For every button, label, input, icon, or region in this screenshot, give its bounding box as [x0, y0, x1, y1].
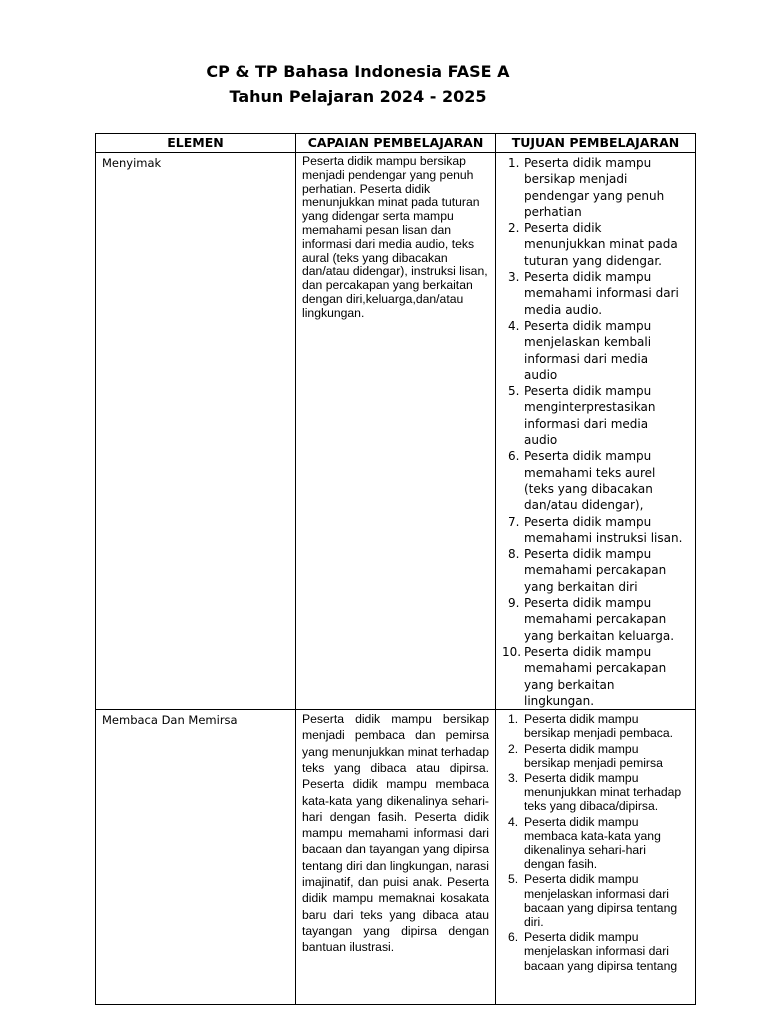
list-item-number: 5.	[508, 872, 519, 887]
list-item-number: 7.	[508, 514, 520, 529]
list-item-text: Peserta didik mampu memahami percakapan yang berkaitan keluarga.	[524, 596, 675, 643]
list-item-number: 6.	[508, 449, 520, 464]
list-item-text: Peserta didik mampu menjelaskan informasi dari bacaan yang dipirsa tentang diri.	[524, 872, 678, 929]
list-item	[500, 514, 689, 547]
document-subtitle: Tahun Pelajaran 2024 - 2025	[229, 87, 487, 106]
list-item-text: Peserta didik mampu memahami informasi dari media audio.	[524, 270, 679, 317]
list-item-text: Peserta didik mampu bersikap menjadi pemirsa	[524, 741, 663, 770]
list-item-text: Peserta didik mampu menginterprestasikan informasi dari media audio	[524, 384, 656, 448]
list-item	[500, 595, 689, 644]
elemen-cell: Menyimak	[96, 153, 296, 710]
tujuan-list	[500, 155, 689, 709]
list-item	[500, 644, 689, 709]
list-item-text: Peserta didik mampu membaca kata-kata yang dikenalinya sehari-hari dengan fasih.	[524, 814, 661, 872]
capaian-cell: Peserta didik mampu bersikap menjadi pembaca dan pemirsa yang menunjukkan minat terhadap teks yang dibaca atau dipirsa. Peserta didik mampu membaca kata-kata yang dikenalinya sehari-hari dengan fasih. Peserta didik mampu memahami informasi dari bacaan dan tayangan yang dipirsa tentang diri dan lingkungan, narasi imajinatif, dan puisi anak. Peserta didik mampu memaknai kosakata baru dari teks yang dibaca atau tayangan yang dipirsa dengan bantuan ilustrasi.	[296, 710, 496, 1005]
table-header-row	[96, 134, 696, 153]
list-item	[500, 771, 689, 814]
cp-tp-table	[95, 133, 696, 1005]
list-item	[500, 448, 689, 513]
list-item-text: Peserta didik mampu memahami percakapan yang berkaitan diri	[524, 547, 667, 594]
list-item-text: Peserta didik mampu memahami teks aurel (teks yang dibacakan dan/atau didengar),	[524, 449, 656, 513]
list-item-text: Peserta didik menunjukkan minat pada tuturan yang didengar.	[524, 221, 678, 268]
list-item	[500, 318, 689, 383]
list-item-text: Peserta didik mampu bersikap menjadi pendengar yang penuh perhatian	[524, 156, 665, 219]
list-item-number: 1.	[508, 156, 520, 170]
header-tujuan: TUJUAN PEMBELAJARAN	[496, 134, 696, 153]
header-capaian: CAPAIAN PEMBELAJARAN	[296, 134, 496, 153]
list-item-number: 5.	[508, 384, 520, 399]
list-item	[500, 269, 689, 318]
list-item-number: 10.	[502, 644, 522, 659]
list-item-number: 2.	[508, 221, 520, 236]
list-item-number: 8.	[508, 547, 520, 562]
list-item	[500, 815, 689, 872]
list-item	[500, 155, 689, 220]
elemen-cell: Membaca Dan Memirsa	[96, 710, 296, 1005]
tujuan-list	[500, 712, 689, 973]
table-row	[96, 153, 696, 710]
list-item-text: Peserta didik mampu menunjukkan minat terhadap teks yang dibaca/dipirsa.	[524, 770, 682, 814]
list-item-text: Peserta didik mampu bersikap menjadi pembaca.	[524, 712, 674, 741]
tujuan-cell	[496, 153, 696, 710]
list-item	[500, 872, 689, 929]
list-item-number: 6.	[508, 930, 519, 945]
list-item	[500, 742, 689, 770]
list-item-number: 4.	[508, 814, 519, 829]
tujuan-cell	[496, 710, 696, 1005]
capaian-cell: Peserta didik mampu bersikap menjadi pendengar yang penuh perhatian. Peserta didik menunjukkan minat pada tuturan yang didengar serta mampu memahami pesan lisan dan informasi dari media audio, teks aural (teks yang dibacakan dan/atau didengar), instruksi lisan, dan percakapan yang berkaitan dengan diri,keluarga,dan/atau lingkungan.	[296, 153, 496, 710]
list-item	[500, 930, 689, 973]
list-item-text: Peserta didik mampu memahami percakapan yang berkaitan lingkungan.	[524, 644, 667, 708]
list-item-text: Peserta didik mampu menjelaskan kembali informasi dari media audio	[524, 318, 652, 382]
list-item-text: Peserta didik mampu memahami instruksi lisan.	[524, 514, 683, 545]
list-item	[500, 712, 689, 740]
header-elemen: ELEMEN	[96, 134, 296, 153]
list-item	[500, 383, 689, 448]
list-item-number: 9.	[508, 596, 520, 611]
list-item-number: 2.	[508, 741, 519, 756]
list-item-number: 3.	[508, 270, 520, 285]
table-row	[96, 710, 696, 1005]
list-item-number: 3.	[508, 770, 519, 785]
document-title: CP & TP Bahasa Indonesia FASE A	[206, 62, 510, 81]
list-item-text: Peserta didik mampu menjelaskan informasi dari bacaan yang dipirsa tentang	[524, 930, 678, 973]
list-item	[500, 220, 689, 269]
list-item-number: 1.	[508, 712, 519, 727]
list-item-number: 4.	[508, 318, 520, 333]
list-item	[500, 546, 689, 595]
